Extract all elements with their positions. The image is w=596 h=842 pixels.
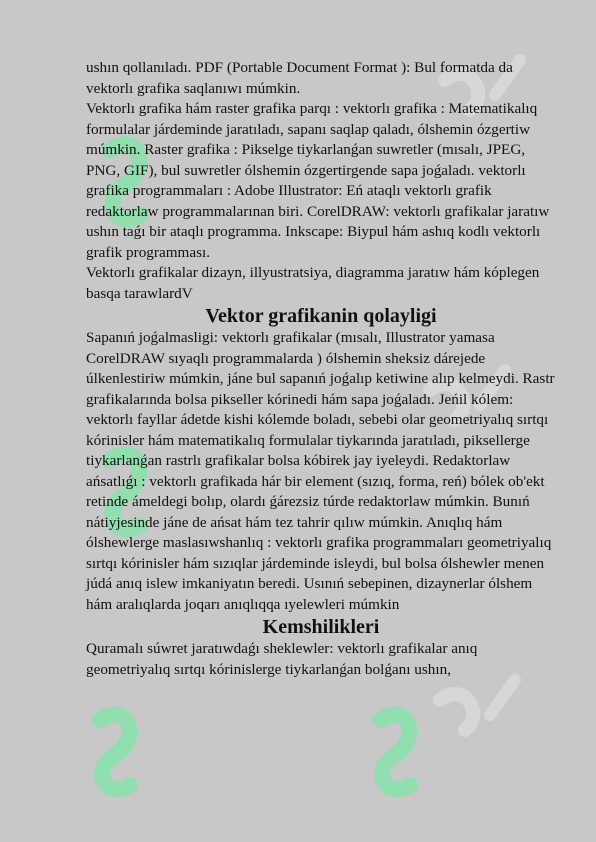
advantages-paragraph: Sapanıń joǵalmasligi: vektorlı grafikalar (mısalı, Illustrator yamasa CorelDRAW sıyaqlı programmalarda ) ólshemin sheksiz dárejede úlkenlestiriw múmkin, jáne bul sapanıń joǵalıp ketiwine alıp kelmeydi. Rastr grafikalarında bolsa pikseller kórinedi hám sapa joǵaladı. Jeńil kólem: vektorlı fayllar ádetde kishi kólemde boladı, sebebi olar geometriyalıq sırtqı kórinisler hám matematikalıq formulalar tiykarında jaratıladı, piksellerge tiykarlanǵan rastrlı grafikalar bolsa kóbirek jay iyeleydi. Redaktorlaw ańsatlıǵı : vektorlı grafikada hár bir element (sızıq, forma, reń) bólek ob'ekt retinde ámeldegi bolıp, olardı ǵárezsiz túrde redaktorlaw múmkin. Bunıń nátiyjesinde jáne de ańsat hám tez tahrir qılıw múmkin. Anıqlıq hám ólshewlerge maslasıwshanlıq : vektorlı grafika programmaları geometriyalıq sırtqı kórinisler hám sızıqlar járdeminde isleydi, bul bolsa ólshewler menen júdá anıq islew imkaniyatın beredi. Usınıń sebepinen, dizaynerlar ólshem hám aralıqlarda joqarı anıqlıqqa ıyelewleri múmkin	[86, 329, 555, 613]
section-heading-advantages: Vektor grafikanin qolayligi	[205, 305, 437, 327]
disadvantages-paragraph: Quramalı súwret jaratıwdaǵı sheklewler: vektorlı grafikalar anıq geometriyalıq sırtqı kórinislerge tiykarlanǵan bolǵanı ushın,	[86, 640, 478, 678]
document-page	[86, 58, 556, 680]
intro-paragraph-1: ushın qollanıladı. PDF (Portable Document Format ): Bul formatda da vektorlı grafika saqlanıwı múmkin.	[86, 59, 513, 97]
intro-paragraph-2: Vektorlı grafika hám raster grafika parqı : vektorlı grafika : Matematikalıq formulalar járdeminde jaratıladı, sapanı saqlap qaladı, ólshemin ózgertiw múmkin. Raster grafika : Pikselge tiykarlanǵan suwretler (mısalı, JPEG, PNG, GIF), bul suwretler ólshemin ózgertirgende sapa joǵaladı. vektorlı grafika programmaları : Adobe Illustrator: Eń ataqlı vektorlı grafik redaktorlaw programmalarınan biri. CorelDRAW: vektorlı grafikalar jaratıw ushın taǵı bir ataqlı programma. Inkscape: Biypul hám ashıq kodlı vektorlı grafik programması.	[86, 100, 550, 261]
watermark-logo-bottom	[100, 680, 515, 789]
intro-paragraph-3: Vektorlı grafikalar dizayn, illyustratsiya, diagramma jaratıw hám kóplegen basqa tarawlardV	[86, 264, 540, 302]
section-heading-disadvantages: Kemshilikleri	[262, 616, 380, 638]
